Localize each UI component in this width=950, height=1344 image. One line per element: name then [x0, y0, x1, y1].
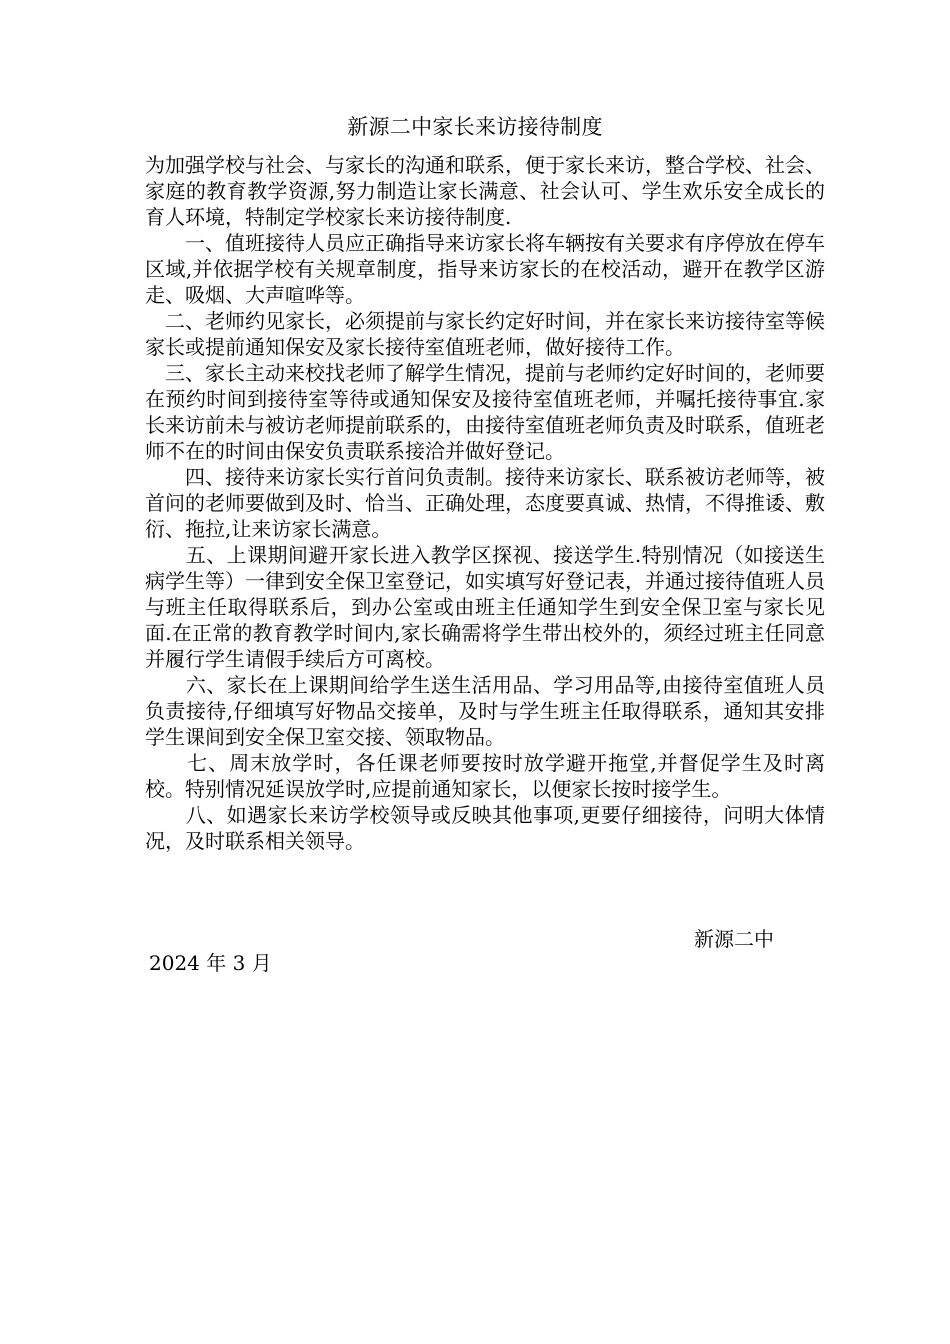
- rule-paragraph-8: 八、如遇家长来访学校领导或反映其他事项,更要仔细接待，问明大体情况，及时联系相关领导。: [145, 803, 825, 853]
- signature: 新源二中: [694, 927, 774, 951]
- rule-paragraph-4: 四、接待来访家长实行首问负责制。接待来访家长、联系被访老师等，被首问的老师要做到及时、恰当、正确处理，态度要真诚、热情，不得推诿、敷衍、拖拉,让来访家长满意。: [145, 465, 825, 541]
- rule-paragraph-1: 一、值班接待人员应正确指导来访家长将车辆按有关要求有序停放在停车区域,并依据学校有关规章制度，指导来访家长的在校活动，避开在教学区游走、吸烟、大声喧哗等。: [145, 231, 825, 307]
- rule-paragraph-7: 七、周末放学时，各任课老师要按时放学避开拖堂,并督促学生及时离校。特别情况延误放学时,应提前通知家长，以便家长按时接学生。: [145, 751, 825, 801]
- rule-paragraph-5: 五、上课期间避开家长进入教学区探视、接送学生.特别情况（如接送生病学生等）一律到安全保卫室登记，如实填写好登记表，并通过接待值班人员与班主任取得联系后，到办公室或由班主任通知学生到安全保卫室与家长见面.在正常的教育教学时间内,家长确需将学生带出校外的，须经过班主任同意并履行学生请假手续后方可离校。: [145, 543, 825, 671]
- rule-paragraph-2: 二、老师约见家长，必须提前与家长约定好时间，并在家长来访接待室等候家长或提前通知保安及家长接待室值班老师，做好接待工作。: [145, 309, 825, 359]
- rule-paragraph-6: 六、家长在上课期间给学生送生活用品、学习用品等,由接待室值班人员负责接待,仔细填写好物品交接单，及时与学生班主任取得联系，通知其安排学生课间到安全保卫室交接、领取物品。: [145, 673, 825, 749]
- intro-paragraph: 为加强学校与社会、与家长的沟通和联系，便于家长来访，整合学校、社会、家庭的教育教学资源,努力制造让家长满意、社会认可、学生欢乐安全成长的育人环境，特制定学校家长来访接待制度.: [145, 153, 825, 229]
- document-title: 新源二中家长来访接待制度: [347, 115, 603, 139]
- document-date: 2024 年 3 月: [149, 951, 272, 975]
- rule-paragraph-3: 三、家长主动来校找老师了解学生情况，提前与老师约定好时间的，老师要在预约时间到接待室等待或通知保安及接待室值班老师，并嘱托接待事宜.家长来访前未与被访老师提前联系的，由接待室值班老师负责及时联系，值班老师不在的时间由保安负责联系接洽并做好登记。: [145, 361, 825, 463]
- document-body: [145, 152, 825, 854]
